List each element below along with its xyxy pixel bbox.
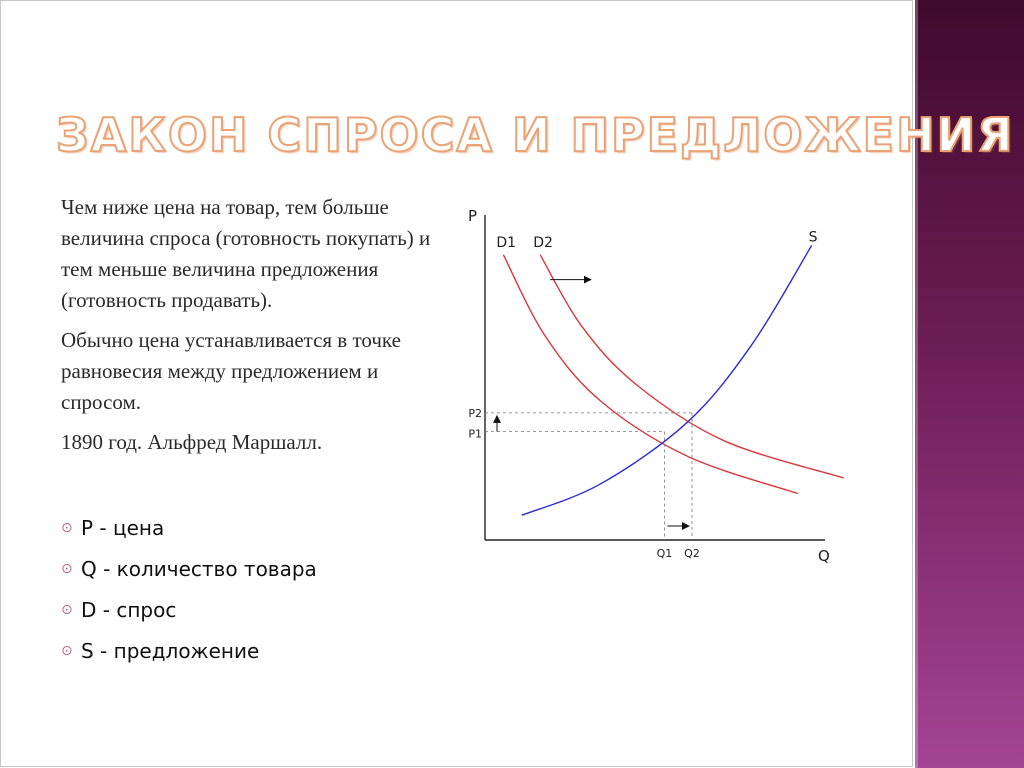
paragraph-demand-law: Чем ниже цена на товар, тем больше величина спроса (готовность покупать) и тем меньше величина предложения (готовность продавать). — [61, 195, 431, 312]
quantity-tick-q1: Q1 — [656, 547, 673, 560]
price-tick-p2: P2 — [468, 406, 482, 420]
curve-s — [522, 246, 812, 516]
curve-label-s: S — [808, 229, 818, 246]
bullet-item — [61, 548, 317, 589]
body-text — [61, 192, 431, 467]
slide-title: ЗАКОН СПРОСА И ПРЕДЛОЖЕНИЯ — [56, 108, 1015, 162]
supply-demand-chart — [455, 195, 855, 575]
paragraph-marshall: 1890 год. Альфред Маршалл. — [61, 430, 323, 454]
price-tick-p1: P1 — [468, 427, 482, 441]
curve-label-d1: D1 — [496, 234, 517, 251]
bullet-text: D - спрос — [81, 597, 177, 622]
bullet-marker-icon: ⊙ — [61, 519, 73, 536]
bullet-marker-icon: ⊙ — [61, 642, 73, 659]
curve-label-d2: D2 — [533, 234, 553, 251]
paragraph-equilibrium: Обычно цена устанавливается в точке равновесия между предложением и спросом. — [61, 328, 401, 414]
bullet-marker-icon: ⊙ — [61, 560, 73, 577]
bullet-text: Q - количество товара — [81, 556, 317, 581]
curve-d1 — [503, 255, 797, 494]
bullet-marker-icon: ⊙ — [61, 601, 73, 618]
legend-bullet-list — [61, 507, 317, 671]
x-axis-label: Q — [818, 547, 830, 565]
bullet-text: P - цена — [81, 515, 165, 540]
bullet-item — [61, 589, 317, 630]
bullet-item — [61, 630, 317, 671]
quantity-tick-q2: Q2 — [684, 547, 700, 560]
bullet-text: S - предложение — [81, 638, 260, 663]
y-axis-label: P — [468, 207, 478, 225]
bullet-item — [61, 507, 317, 548]
